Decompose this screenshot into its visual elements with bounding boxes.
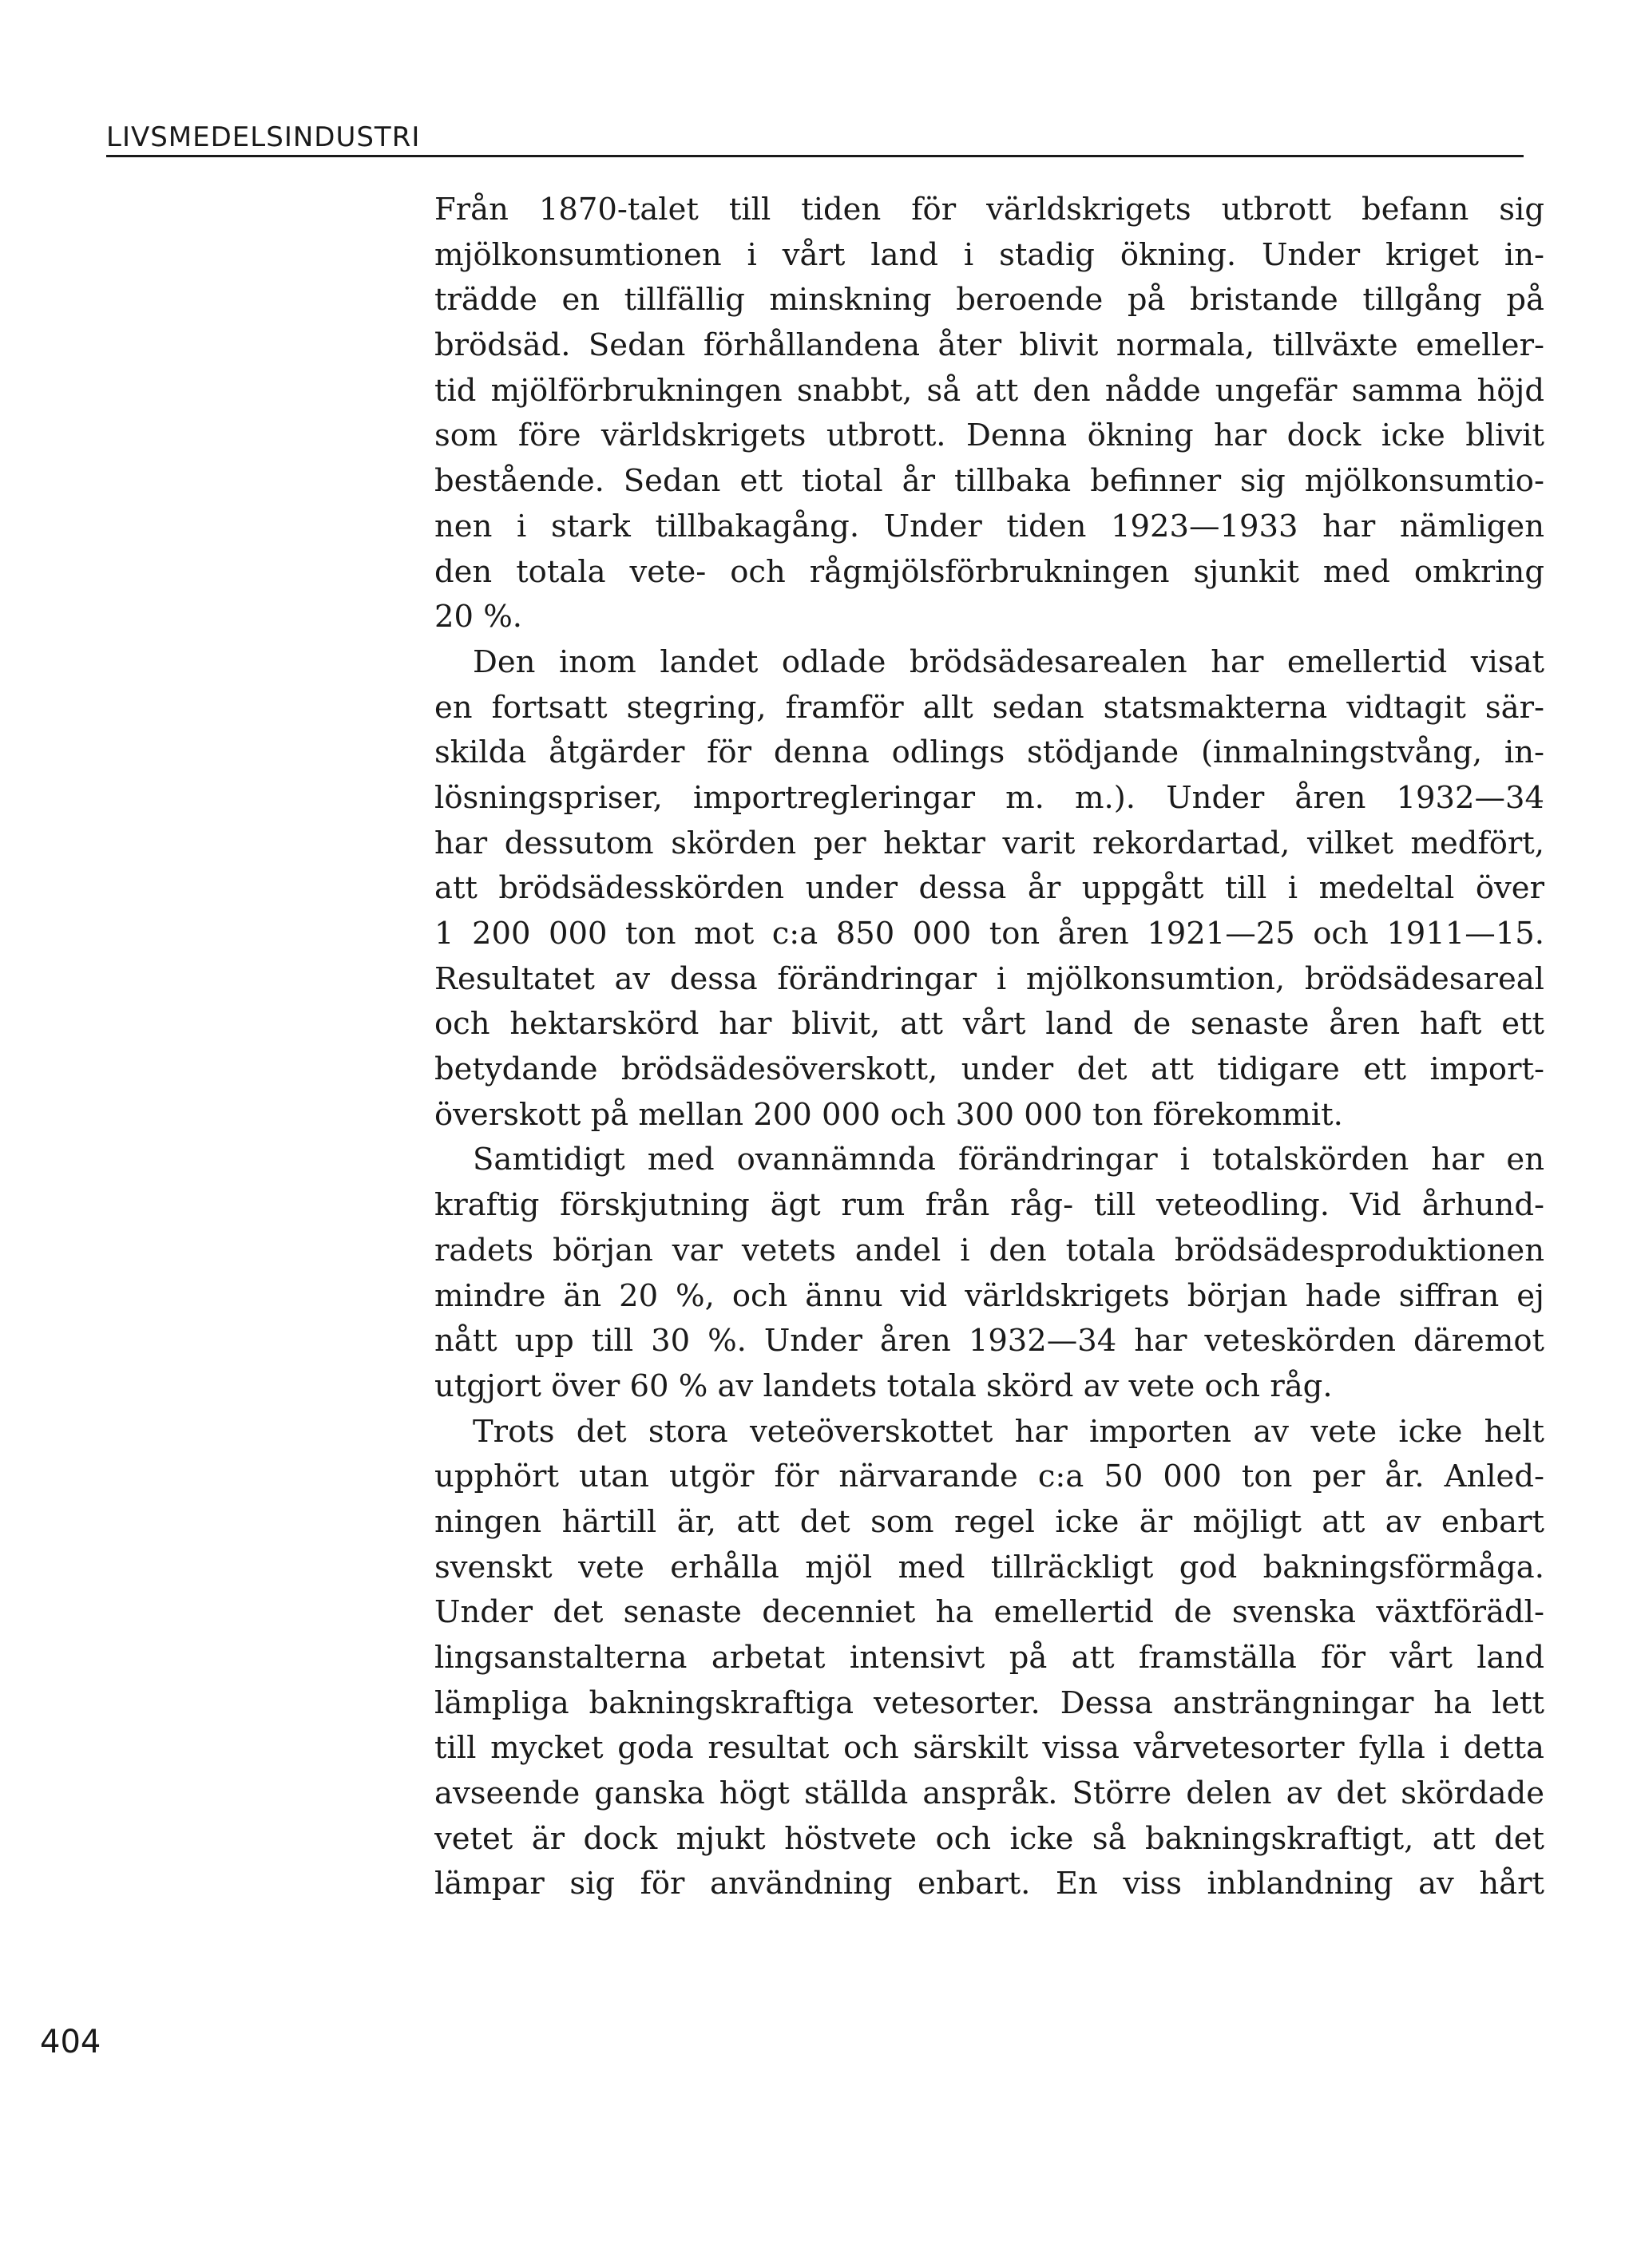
header-rule [106,155,1524,157]
text-line: skilda åtgärder för denna odlings stödjande (inmalningstvång, in- [434,734,1544,771]
text-line: har dessutom skörden per hektar varit rekordartad, vilket medfört, [434,825,1544,861]
text-line: och hektarskörd har blivit, att vårt land de senaste åren haft ett [434,1006,1544,1043]
text-line: den totala vete- och rågmjölsförbrukningen sjunkit med omkring [434,553,1544,590]
text-line: som före världskrigets utbrott. Denna ökning har dock icke blivit [434,418,1544,454]
page-number: 404 [40,2024,101,2060]
text-line: överskott på mellan 200 000 och 300 000 ton förekommit. [434,1096,1343,1133]
text-line: 1 200 000 ton mot c:a 850 000 ton åren 1921—25 och 1911—15. [434,916,1544,952]
text-line: avseende ganska högt ställda anspråk. Större delen av det skördade [434,1775,1544,1812]
text-line: upphört utan utgör för närvarande c:a 50 000 ton per år. Anled- [434,1459,1544,1495]
text-line: trädde en tillfällig minskning beroende på bristande tillgång på [434,282,1544,319]
body-text [434,188,1544,1907]
text-line: lämpliga bakningskraftiga vetesorter. Dessa ansträngningar ha lett [434,1684,1544,1721]
text-line: Under det senaste decenniet ha emellertid de svenska växtförädl- [434,1594,1544,1631]
text-line: svenskt vete erhålla mjöl med tillräckligt god bakningsförmåga. [434,1549,1544,1585]
text-line: ningen härtill är, att det som regel icke är möjligt att av enbart [434,1503,1544,1540]
text-line: mjölkonsumtionen i vårt land i stadig ökning. Under kriget in- [434,236,1544,273]
text-line: brödsäd. Sedan förhållandena åter blivit normala, tillväxte emeller- [434,327,1544,364]
text-line: betydande brödsädesöverskott, under det att tidigare ett import- [434,1051,1544,1088]
text-line: Samtidigt med ovannämnda förändringar i totalskörden har en [473,1142,1544,1178]
text-line: till mycket goda resultat och särskilt vissa vårvetesorter fylla i detta [434,1730,1544,1767]
text-line: bestående. Sedan ett tiotal år tillbaka befinner sig mjölkonsumtio- [434,463,1544,500]
text-line: radets början var vetets andel i den totala brödsädesproduktionen [434,1232,1544,1269]
text-line: att brödsädesskörden under dessa år uppgått till i medeltal över [434,870,1544,907]
text-line: mindre än 20 %, och ännu vid världskrigets början hade siffran ej [434,1277,1544,1314]
text-line: lämpar sig för användning enbart. En viss inblandning av hårt [434,1866,1544,1902]
text-line: nen i stark tillbakagång. Under tiden 1923—1933 har nämligen [434,508,1544,544]
text-line: utgjort över 60 % av landets totala skörd av vete och råg. [434,1368,1333,1404]
text-line: en fortsatt stegring, framför allt sedan statsmakterna vidtagit sär- [434,689,1544,726]
text-line: kraftig förskjutning ägt rum från råg- till veteodling. Vid århund- [434,1187,1544,1224]
running-head: LIVSMEDELSINDUSTRI [106,121,421,153]
text-line: Resultatet av dessa förändringar i mjölkonsumtion, brödsädesareal [434,960,1544,997]
text-line: nått upp till 30 %. Under åren 1932—34 har veteskörden däremot [434,1323,1544,1360]
text-line: Från 1870-talet till tiden för världskrigets utbrott befann sig [434,192,1544,228]
text-line: lösningspriser, importregleringar m. m.). Under åren 1932—34 [434,779,1544,816]
text-line: Trots det stora veteöverskottet har importen av vete icke helt [473,1413,1544,1450]
text-line: 20 %. [434,599,523,635]
text-line: vetet är dock mjukt höstvete och icke så bakningskraftigt, att det [434,1820,1544,1857]
text-line: Den inom landet odlade brödsädesarealen har emellertid visat [473,643,1544,680]
text-line: tid mjölförbrukningen snabbt, så att den nådde ungefär samma höjd [434,372,1544,409]
text-line: lingsanstalterna arbetat intensivt på att framställa för vårt land [434,1640,1544,1676]
